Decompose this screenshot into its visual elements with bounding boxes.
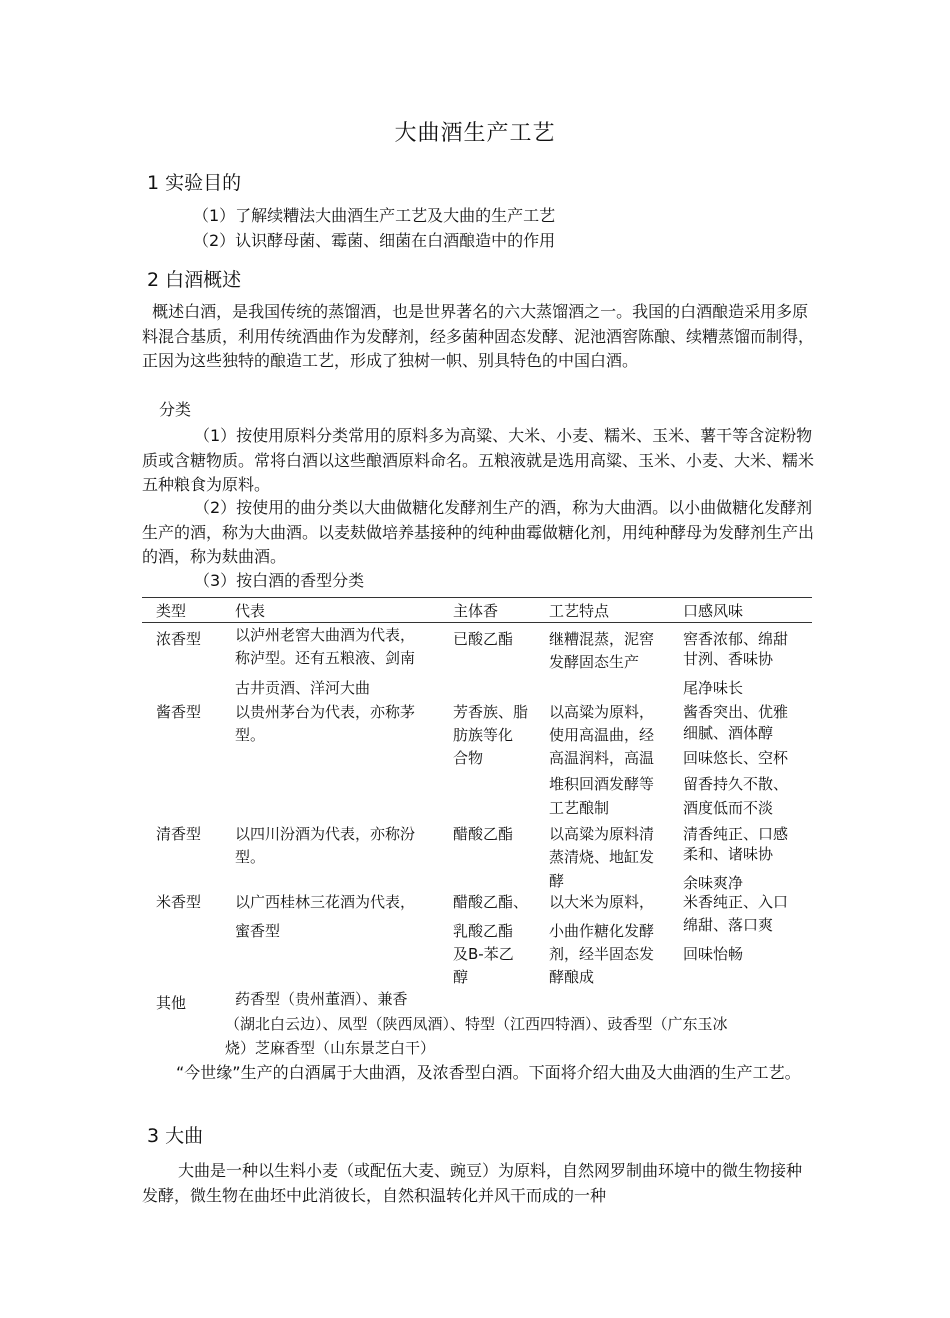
table-cell-process: 继糟混蒸，泥窖 xyxy=(549,630,655,648)
page-title: 大曲酒生产工艺 xyxy=(394,121,556,146)
table-cell-taste: 酒度低而不淡 xyxy=(683,799,774,817)
table-cell-process: 小曲作糖化发酵 xyxy=(549,922,655,940)
table-cell-rep: 型。 xyxy=(235,848,266,866)
table-cell-taste: 回味悠长、空杯 xyxy=(683,749,789,767)
table-cell-taste: 柔和、诸味协 xyxy=(683,845,774,863)
table-cell-aroma: 芳香族、脂 xyxy=(453,703,529,721)
table-cell-aroma: 醋酸乙酯、 xyxy=(453,893,529,911)
table-cell-process: 蒸清烧、地缸发 xyxy=(549,848,655,866)
table-cell-taste: 米香纯正、入口 xyxy=(683,893,789,911)
table-cell-rep: 以泸州老窖大曲酒为代表， xyxy=(235,626,416,644)
section-2-heading: 2 白酒概述 xyxy=(147,269,242,291)
table-cell-process: 酵 xyxy=(549,872,565,890)
table-cell-aroma: 及B-苯乙 xyxy=(453,945,514,963)
classification-by-aroma: （3）按白酒的香型分类 xyxy=(194,571,365,590)
table-cell-taste: 窖香浓郁、绵甜 xyxy=(683,630,789,648)
table-header: 代表 xyxy=(235,602,266,620)
table-cell-other: 药香型（贵州董酒）、兼香 xyxy=(235,990,408,1008)
table-cell-process: 工艺酿制 xyxy=(549,799,610,817)
table-cell-rep: 以广西桂林三花酒为代表， xyxy=(235,893,416,911)
table-cell-other: （湖北白云边）、凤型（陕西凤酒）、特型（江西四特酒）、豉香型（广东玉冰 xyxy=(225,1015,728,1033)
table-cell-taste: 绵甜、落口爽 xyxy=(683,916,774,934)
table-header: 主体香 xyxy=(453,602,499,620)
table-cell-aroma: 醇 xyxy=(453,968,469,986)
table-cell-taste: 留香持久不散、 xyxy=(683,775,789,793)
table-cell-process: 以大米为原料， xyxy=(549,893,655,911)
table-cell-process: 发酵固态生产 xyxy=(549,653,640,671)
table-cell-process: 使用高温曲，经 xyxy=(549,726,655,744)
classification-by-starter: （2）按使用的曲分类以大曲做糖化发酵剂生产的酒，称为大曲酒。以小曲做糖化发酵剂生产的酒，称为大曲酒。以麦麸做培养基接种的纯种曲霉做糖化剂，用纯种酵母为发酵剂生产出的酒，称为麸曲酒。 xyxy=(142,498,815,567)
table-cell-type: 浓香型 xyxy=(156,630,202,648)
table-cell-aroma: 合物 xyxy=(453,749,484,767)
table-cell-aroma: 乳酸乙酯 xyxy=(453,922,514,940)
table-cell-rep: 古井贡酒、洋河大曲 xyxy=(235,679,371,697)
table-cell-taste: 甘洌、香味协 xyxy=(683,650,774,668)
table-cell-type: 米香型 xyxy=(156,893,202,911)
table-cell-other: 烧）芝麻香型（山东景芝白干） xyxy=(225,1039,436,1057)
table-cell-aroma: 肪族等化 xyxy=(453,726,514,744)
objective-item: （1）了解续糟法大曲酒生产工艺及大曲的生产工艺 xyxy=(193,206,556,225)
classification-by-material: （1）按使用原料分类常用的原料多为高粱、大米、小麦、糯米、玉米、薯干等含淀粉物质或含糖物质。常将白酒以这些酿酒原料命名。五粮液就是选用高粱、玉米、小麦、大米、糯米五种粮食为原料。 xyxy=(142,426,815,495)
table-cell-process: 以高粱为原料， xyxy=(549,703,655,721)
table-cell-process: 酵酿成 xyxy=(549,968,595,986)
table-cell-taste: 酱香突出、优雅 xyxy=(683,703,789,721)
table-cell-aroma: 已酸乙酯 xyxy=(453,630,514,648)
table-cell-rep: 以四川汾酒为代表，亦称汾 xyxy=(235,825,416,843)
section-3-heading: 3 大曲 xyxy=(147,1125,204,1147)
table-cell-type: 清香型 xyxy=(156,825,202,843)
section-1-heading: 1 实验目的 xyxy=(147,172,242,194)
classification-label: 分类 xyxy=(159,400,192,419)
table-cell-type: 酱香型 xyxy=(156,703,202,721)
overview-paragraph: 概述白酒，是我国传统的蒸馏酒，也是世界著名的六大蒸馏酒之一。我国的白酒酿造采用多原料混合基质，利用传统酒曲作为发酵剂，经多菌种固态发酵、泥池酒窖陈酿、续糟蒸馏而制得，正因为这些独特的酿造工艺，形成了独树一帜、别具特色的中国白酒。 xyxy=(142,302,815,371)
table-cell-rep: 以贵州茅台为代表，亦称茅 xyxy=(235,703,416,721)
table-header: 口感风味 xyxy=(683,602,744,620)
table-cell-taste: 余味爽净 xyxy=(683,874,744,892)
table-header: 类型 xyxy=(156,602,187,620)
table-cell-type: 其他 xyxy=(156,994,187,1012)
objective-item: （2）认识酵母菌、霉菌、细菌在白酒酿造中的作用 xyxy=(193,231,556,250)
table-cell-rep: 蜜香型 xyxy=(235,922,281,940)
after-table-paragraph: “今世缘”生产的白酒属于大曲酒，及浓香型白酒。下面将介绍大曲及大曲酒的生产工艺。 xyxy=(176,1063,801,1082)
table-top-rule xyxy=(142,597,812,598)
table-cell-aroma: 醋酸乙酯 xyxy=(453,825,514,843)
table-cell-taste: 细腻、酒体醇 xyxy=(683,724,774,742)
table-cell-process: 以高粱为原料清 xyxy=(549,825,655,843)
table-cell-process: 剂，经半固态发 xyxy=(549,945,655,963)
table-cell-process: 高温润料，高温 xyxy=(549,749,655,767)
table-cell-taste: 回味怡畅 xyxy=(683,945,744,963)
table-header: 工艺特点 xyxy=(549,602,610,620)
daqu-paragraph: 大曲是一种以生料小麦（或配伍大麦、豌豆）为原料，自然网罗制曲环境中的微生物接种发酵，微生物在曲坯中此消彼长，自然积温转化并风干而成的一种 xyxy=(142,1161,803,1205)
table-cell-process: 堆积回酒发酵等 xyxy=(549,775,655,793)
table-cell-rep: 称泸型。还有五粮液、剑南 xyxy=(235,649,416,667)
table-cell-rep: 型。 xyxy=(235,726,266,744)
table-cell-taste: 尾净味长 xyxy=(683,679,744,697)
table-cell-taste: 清香纯正、口感 xyxy=(683,825,789,843)
